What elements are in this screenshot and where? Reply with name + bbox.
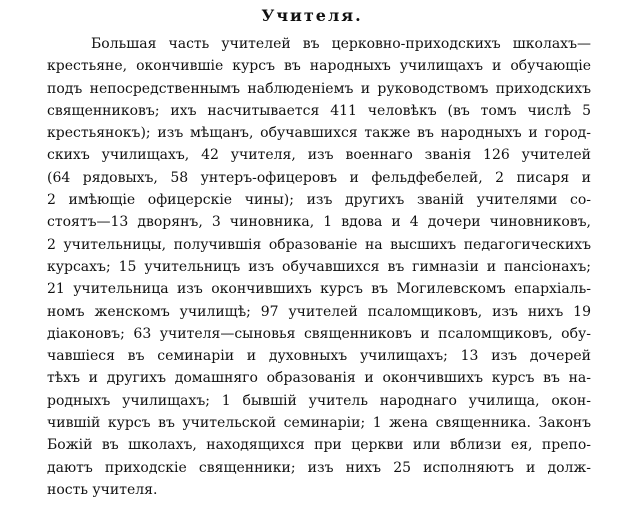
text-line: 2 имѣющіе офицерскіе чины); изъ другихъ званій учителями со- [47,192,591,209]
text-line: крестьяне, окончившіе курсъ въ народныхъ училищахъ и обучающіе [47,58,591,75]
text-line: ность учителя. [47,481,158,498]
section-heading: Учителя. [261,6,363,25]
text-line: подъ непосредственнымъ наблюденіемъ и руководствомъ приходскихъ [47,80,591,97]
text-line: чившій курсъ въ учительской семинаріи; 1 жена священника. Законъ [47,415,591,432]
text-line: родныхъ училищахъ; 1 бывшій учитель народнаго училища, окон- [47,392,591,409]
text-line: священниковъ; ихъ насчитывается 411 человѣкъ (въ томъ числѣ 5 [47,102,591,119]
body-paragraph [47,33,591,501]
text-line: стоятъ—13 дворянъ, 3 чиновника, 1 вдова и 4 дочери чиновниковъ, [47,214,591,231]
text-line: діаконовъ; 63 учителя—сыновья священниковъ и псаломщиковъ, обу- [47,325,591,342]
text-line: (64 рядовыхъ, 58 унтеръ-офицеровъ и фельдфебелей, 2 писаря и [47,169,591,186]
text-line: скихъ училищахъ, 42 учителя, изъ военнаго званія 126 учителей [47,147,591,164]
text-line: курсахъ; 15 учительницъ изъ обучавшихся въ гимназіи и пансіонахъ; [47,258,591,275]
text-line: Божій въ школахъ, находящихся при церкви или вблизи ея, препо- [47,437,591,454]
text-line: 21 учительница изъ окончившихъ курсъ въ Могилевскомъ епархіаль- [47,281,591,298]
text-line: даютъ приходскіе священники; изъ нихъ 25 исполняютъ и долж- [47,459,591,476]
text-line: чавшіеся въ семинаріи и духовныхъ училищахъ; 13 изъ дочерей [47,348,591,365]
text-line: крестьянокъ); изъ мѣщанъ, обучавшихся также въ народныхъ и город- [47,125,591,142]
text-line: 2 учительницы, получившія образованіе на высшихъ педагогическихъ [47,236,591,253]
text-line: тѣхъ и другихъ домашняго образованія и окончившихъ курсъ въ на- [47,370,591,387]
text-line: Большая часть учителей въ церковно-приходскихъ школахъ— [91,36,591,52]
text-line: номъ женскомъ училищѣ; 97 учителей псаломщиковъ, изъ нихъ 19 [47,303,591,320]
